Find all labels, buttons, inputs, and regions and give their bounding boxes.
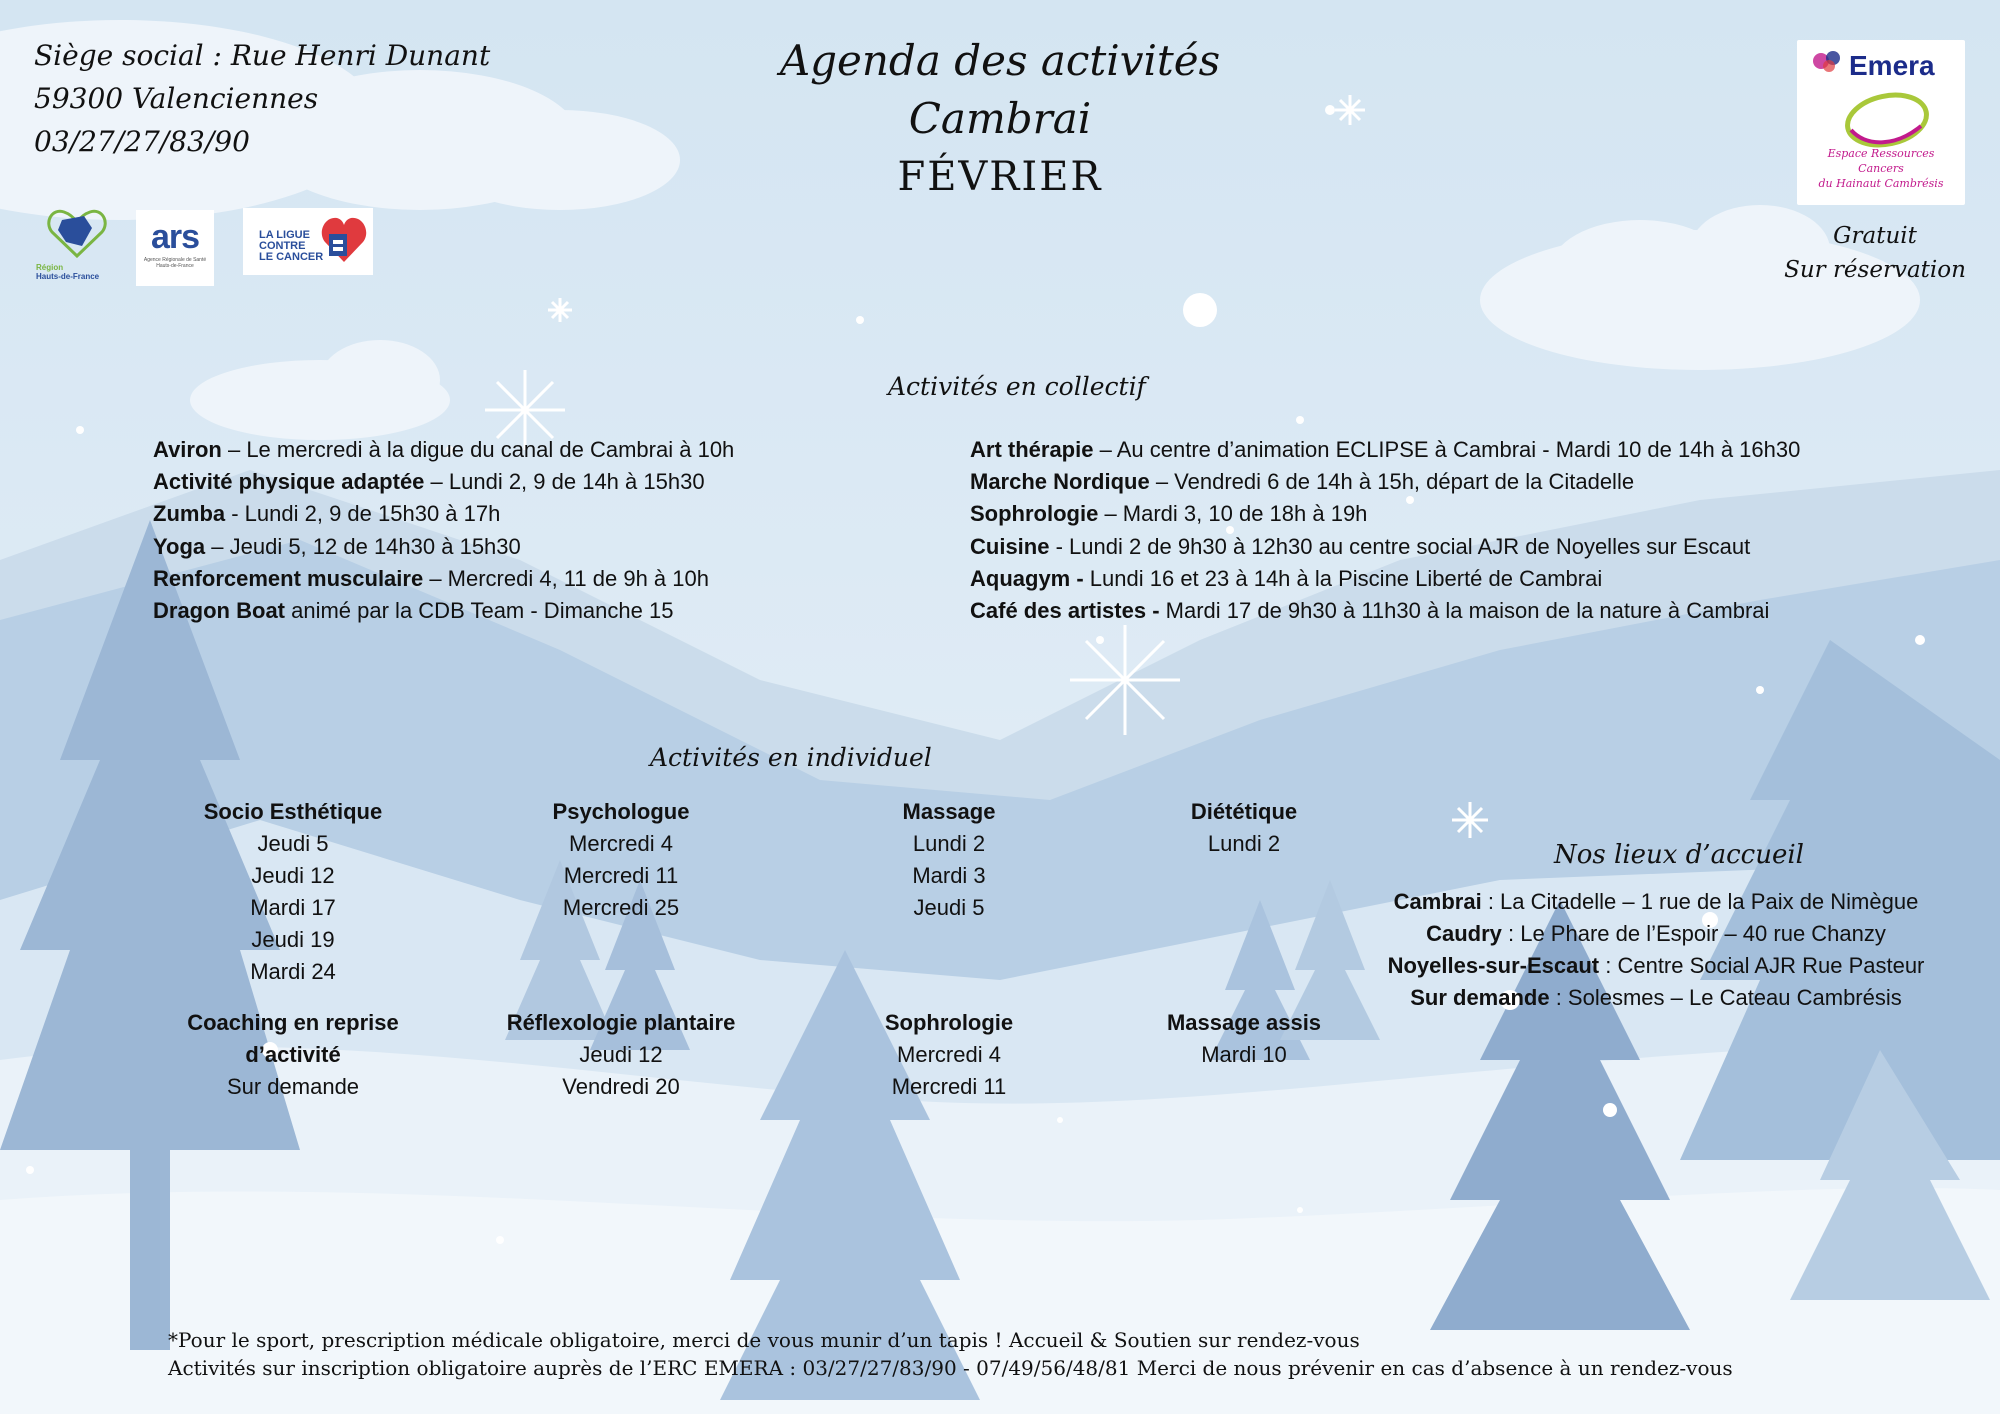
list-item [153, 531, 734, 563]
region-logo-line1: Région [36, 263, 64, 272]
title-line-2: Cambrai [908, 94, 1092, 143]
activity-name: Art thérapie [970, 437, 1094, 462]
list-item [1376, 982, 1936, 1014]
activity-detail: animé par la CDB Team - Dimanche 15 [285, 598, 674, 624]
address-line-1: Siège social : Rue Henri Dunant [34, 39, 491, 72]
individuel-socio-esthetique [163, 796, 423, 988]
individuel-psychologue [491, 796, 751, 924]
activity-date: Mardi 24 [250, 959, 336, 984]
page-title [650, 32, 1350, 206]
activity-detail: – Vendredi 6 de 14h à 15h, départ de la Citadelle [1149, 469, 1635, 495]
activity-date: Jeudi 5 [257, 831, 329, 856]
activity-date: Vendredi 20 [562, 1074, 680, 1099]
place-detail: : Solesmes – Le Cateau Cambrésis [1549, 985, 1902, 1010]
place-detail: : La Citadelle – 1 rue de la Paix de Nimègue [1481, 889, 1919, 914]
activity-name-line2: d’activité [245, 1042, 341, 1067]
activity-detail: – Lundi 2, 9 de 14h à 15h30 [424, 469, 705, 495]
region-logo [36, 206, 126, 286]
list-item [1376, 918, 1936, 950]
activity-date: Mardi 17 [250, 895, 336, 920]
emera-brand: Emera [1849, 50, 1935, 81]
ligue-line3: LE CANCER [259, 251, 324, 263]
address-block [34, 34, 490, 163]
ars-logo-mark: ars [150, 218, 200, 256]
activity-detail: Mardi 17 de 9h30 à 11h30 à la maison de la nature à Cambrai [1159, 598, 1770, 624]
activity-name: Sophrologie [884, 1010, 1014, 1035]
place-name: Caudry [1426, 921, 1502, 946]
activity-date: Jeudi 5 [913, 895, 985, 920]
activity-date: Lundi 2 [912, 831, 986, 856]
activity-name: Aquagym - [970, 565, 1084, 591]
list-item [970, 466, 1800, 498]
collectif-title: Activités en collectif [888, 372, 1146, 401]
activity-detail: - Lundi 2, 9 de 15h30 à 17h [225, 501, 501, 527]
activity-name: Marche Nordique [970, 469, 1150, 495]
address-line-2: 59300 Valenciennes [34, 82, 319, 115]
emera-line2: Cancers [1858, 162, 1904, 175]
collectif-right-list [970, 434, 1800, 627]
ligue-logo [243, 208, 373, 275]
footer-note [168, 1326, 1733, 1382]
activity-name: Zumba [153, 501, 226, 527]
title-month: FÉVRIER [897, 154, 1103, 200]
activity-date: Jeudi 19 [251, 927, 335, 952]
individuel-title: Activités en individuel [650, 743, 932, 772]
activity-name: Aviron [153, 437, 222, 462]
lieux-list [1376, 886, 1936, 1014]
list-item [970, 563, 1800, 595]
ars-logo [136, 210, 214, 286]
activity-name: Massage assis [1166, 1010, 1322, 1035]
list-item [970, 531, 1800, 563]
list-item [153, 498, 734, 530]
activity-date: Jeudi 12 [251, 863, 335, 888]
place-name: Noyelles-sur-Escaut [1387, 953, 1600, 978]
place-detail: : Centre Social AJR Rue Pasteur [1599, 953, 1925, 978]
activity-name: Café des artistes - [970, 598, 1160, 624]
activity-name: Yoga [153, 533, 206, 559]
address-line-3: 03/27/27/83/90 [34, 125, 250, 158]
activity-date: Mardi 10 [1201, 1042, 1287, 1067]
activity-detail: – Jeudi 5, 12 de 14h30 à 15h30 [205, 533, 521, 559]
activity-date: Lundi 2 [1207, 831, 1281, 856]
place-name: Cambrai [1393, 889, 1482, 914]
activity-detail: – Au centre d’animation ECLIPSE à Cambrai - Mardi 10 de 14h à 16h30 [1093, 437, 1801, 462]
emera-logo [1797, 40, 1965, 205]
individuel-massage-assis [1114, 1007, 1374, 1071]
activity-date: Mercredi 4 [897, 1042, 1001, 1067]
emera-line3: du Hainaut Cambrésis [1818, 177, 1944, 190]
activity-detail: – Mercredi 4, 11 de 9h à 10h [423, 565, 709, 591]
reservation-label: Sur réservation [1784, 257, 1966, 283]
list-item [153, 434, 734, 466]
region-logo-line2: Hauts-de-France [36, 272, 100, 281]
title-line-1: Agenda des activités [779, 36, 1221, 85]
activity-detail: - Lundi 2 de 9h30 à 12h30 au centre social AJR de Noyelles sur Escaut [1049, 533, 1751, 559]
gratuit-label: Gratuit [1833, 223, 1917, 249]
individuel-sophrologie [819, 1007, 1079, 1103]
activity-date: Jeudi 12 [579, 1042, 663, 1067]
ligue-line2: CONTRE [259, 240, 306, 252]
activity-name: Réflexologie plantaire [506, 1010, 736, 1035]
list-item [153, 595, 734, 627]
activity-date: Mercredi 11 [563, 863, 679, 888]
activity-name: Coaching en reprise [187, 1010, 399, 1035]
activity-name: Psychologue [552, 799, 690, 824]
footer-line-2: Activités sur inscription obligatoire auprès de l’ERC EMERA : 03/27/27/83/90 - 07/49/56/48/81 Merci de nous prévenir en cas d’absence à un rendez-vous [168, 1356, 1733, 1380]
individuel-dietetique [1114, 796, 1374, 860]
activity-name: Cuisine [970, 533, 1050, 559]
ligue-heart-icon [321, 214, 367, 264]
activity-name: Diététique [1190, 799, 1298, 824]
collectif-left-list [153, 434, 734, 627]
ars-logo-sub: Agence Régionale de Santé Hauts-de-France [143, 257, 207, 269]
activity-name: Sophrologie [970, 501, 1099, 527]
emera-swoosh-icon [1837, 90, 1937, 150]
activity-date: Mercredi 4 [569, 831, 673, 856]
activity-name: Renforcement musculaire [153, 565, 424, 591]
place-name: Sur demande [1410, 985, 1550, 1010]
list-item [970, 498, 1800, 530]
list-item [1376, 886, 1936, 918]
list-item [153, 563, 734, 595]
list-item [1376, 950, 1936, 982]
activity-date: Mercredi 11 [891, 1074, 1007, 1099]
emera-flower-icon [1811, 48, 1845, 74]
activity-date: Mardi 3 [912, 863, 986, 888]
activity-name: Massage [902, 799, 996, 824]
ligue-line1: LA LIGUE [259, 229, 310, 241]
activity-detail: – Le mercredi à la digue du canal de Cambrai à 10h [221, 437, 735, 462]
activity-detail: – Mardi 3, 10 de 18h à 19h [1098, 501, 1368, 527]
activity-name: Socio Esthétique [203, 799, 383, 824]
pricing-note [1760, 219, 1990, 287]
lieux-title: Nos lieux d’accueil [1554, 840, 1804, 870]
activity-date: Sur demande [226, 1074, 360, 1099]
list-item [153, 466, 734, 498]
heart-map-icon [46, 206, 108, 258]
activity-name: Dragon Boat [153, 598, 285, 624]
activity-detail: Lundi 16 et 23 à 14h à la Piscine Liberté de Cambrai [1083, 565, 1603, 591]
individuel-coaching [163, 1007, 423, 1103]
list-item [970, 434, 1800, 466]
list-item [970, 595, 1800, 627]
individuel-massage [819, 796, 1079, 924]
emera-line1: Espace Ressources [1827, 147, 1935, 160]
activity-date: Mercredi 25 [562, 895, 680, 920]
footer-line-1: *Pour le sport, prescription médicale obligatoire, merci de vous munir d’un tapis ! Accueil & Soutien sur rendez-vous [168, 1328, 1360, 1352]
place-detail: : Le Phare de l’Espoir – 40 rue Chanzy [1501, 921, 1886, 946]
activity-name: Activité physique adaptée [153, 469, 425, 495]
individuel-reflexologie [491, 1007, 751, 1103]
